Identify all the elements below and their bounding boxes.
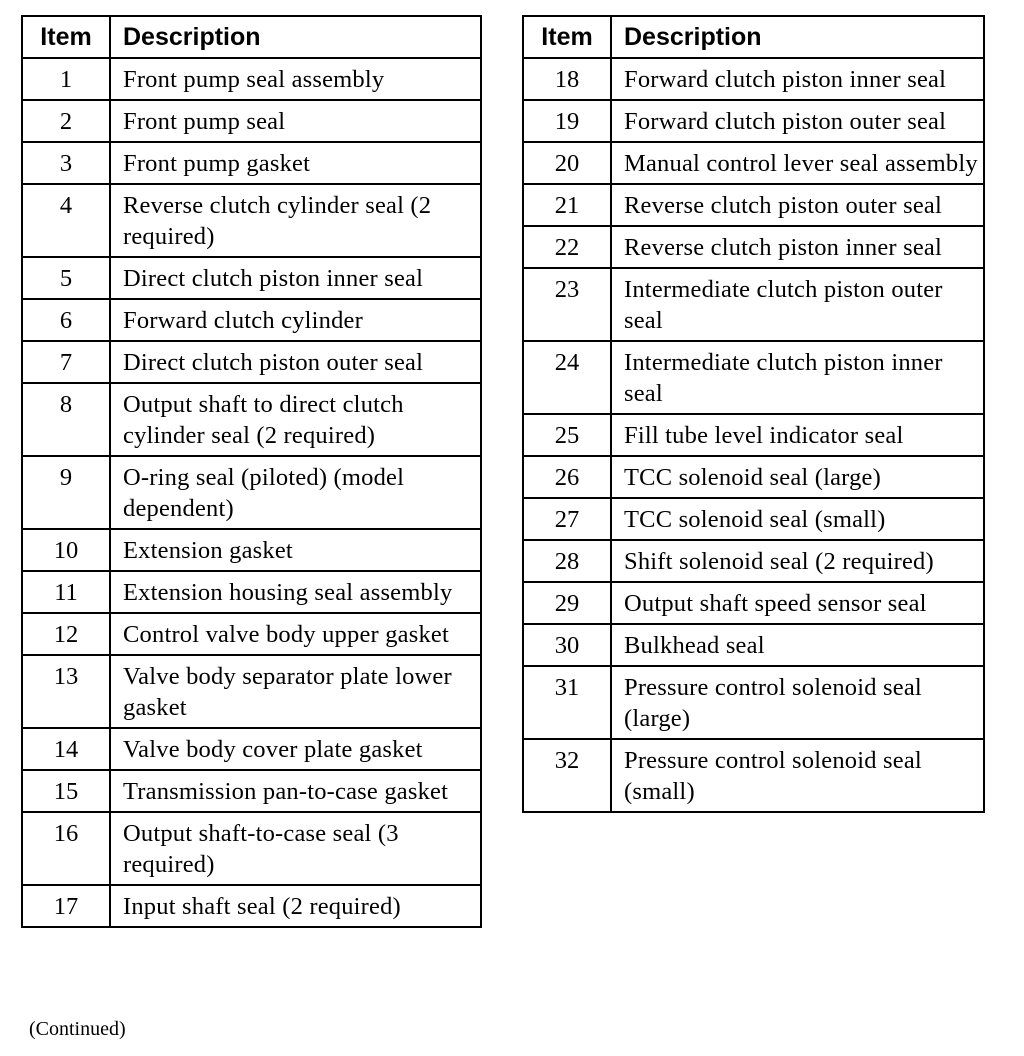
item-number: 10 xyxy=(22,529,110,571)
table-row xyxy=(22,456,481,529)
item-description: Intermediate clutch piston outer seal xyxy=(611,268,984,341)
table-row xyxy=(523,456,984,498)
table-row xyxy=(22,142,481,184)
table-row xyxy=(523,58,984,100)
item-number: 26 xyxy=(523,456,611,498)
description-column-header: Description xyxy=(110,16,481,58)
item-description: Output shaft-to-case seal (3 required) xyxy=(110,812,481,885)
item-number: 19 xyxy=(523,100,611,142)
item-description: Valve body separator plate lower gasket xyxy=(110,655,481,728)
table-row xyxy=(523,142,984,184)
item-description: O-ring seal (piloted) (model dependent) xyxy=(110,456,481,529)
item-number: 14 xyxy=(22,728,110,770)
item-number: 20 xyxy=(523,142,611,184)
item-number: 7 xyxy=(22,341,110,383)
table-row xyxy=(22,58,481,100)
item-number: 22 xyxy=(523,226,611,268)
item-description: Extension gasket xyxy=(110,529,481,571)
item-number: 25 xyxy=(523,414,611,456)
item-number: 3 xyxy=(22,142,110,184)
table-row xyxy=(22,100,481,142)
item-description: Transmission pan-to-case gasket xyxy=(110,770,481,812)
table-body xyxy=(22,58,481,927)
table-row xyxy=(22,299,481,341)
table-header-row xyxy=(22,16,481,58)
table-row xyxy=(22,341,481,383)
item-number: 9 xyxy=(22,456,110,529)
item-number: 27 xyxy=(523,498,611,540)
table-row xyxy=(523,341,984,414)
table-row xyxy=(22,655,481,728)
table-row xyxy=(22,257,481,299)
table-row xyxy=(523,226,984,268)
item-description: Reverse clutch piston inner seal xyxy=(611,226,984,268)
item-number: 16 xyxy=(22,812,110,885)
item-description: Input shaft seal (2 required) xyxy=(110,885,481,927)
item-description: Forward clutch cylinder xyxy=(110,299,481,341)
item-number: 12 xyxy=(22,613,110,655)
item-number: 11 xyxy=(22,571,110,613)
item-description: Output shaft speed sensor seal xyxy=(611,582,984,624)
table-row xyxy=(523,582,984,624)
table-row xyxy=(22,728,481,770)
item-description: Front pump seal assembly xyxy=(110,58,481,100)
table-row xyxy=(523,414,984,456)
table-row xyxy=(22,383,481,456)
table-row xyxy=(523,498,984,540)
item-description: Shift solenoid seal (2 required) xyxy=(611,540,984,582)
description-column-header: Description xyxy=(611,16,984,58)
item-number: 23 xyxy=(523,268,611,341)
table-row xyxy=(22,184,481,257)
item-number: 29 xyxy=(523,582,611,624)
item-description: Front pump gasket xyxy=(110,142,481,184)
table-row xyxy=(22,770,481,812)
item-description: Bulkhead seal xyxy=(611,624,984,666)
item-number: 13 xyxy=(22,655,110,728)
item-description: Direct clutch piston inner seal xyxy=(110,257,481,299)
item-description: TCC solenoid seal (large) xyxy=(611,456,984,498)
item-number: 15 xyxy=(22,770,110,812)
item-description: Intermediate clutch piston inner seal xyxy=(611,341,984,414)
table-row xyxy=(22,885,481,927)
item-column-header: Item xyxy=(523,16,611,58)
table-row xyxy=(22,529,481,571)
table-row xyxy=(523,739,984,812)
item-number: 24 xyxy=(523,341,611,414)
table-body xyxy=(523,58,984,812)
item-number: 32 xyxy=(523,739,611,812)
item-description: Forward clutch piston inner seal xyxy=(611,58,984,100)
table-row xyxy=(22,812,481,885)
item-number: 4 xyxy=(22,184,110,257)
item-number: 2 xyxy=(22,100,110,142)
continued-note: (Continued) xyxy=(29,1018,126,1040)
item-description: Reverse clutch piston outer seal xyxy=(611,184,984,226)
table-row xyxy=(22,571,481,613)
table-row xyxy=(523,184,984,226)
item-number: 1 xyxy=(22,58,110,100)
item-column-header: Item xyxy=(22,16,110,58)
item-description: Forward clutch piston outer seal xyxy=(611,100,984,142)
item-description: Pressure control solenoid seal (large) xyxy=(611,666,984,739)
table-row xyxy=(523,624,984,666)
item-description: Pressure control solenoid seal (small) xyxy=(611,739,984,812)
parts-table-right xyxy=(522,15,985,813)
item-number: 21 xyxy=(523,184,611,226)
item-description: Manual control lever seal assembly xyxy=(611,142,984,184)
parts-table-left xyxy=(21,15,482,928)
table-row xyxy=(523,268,984,341)
item-number: 17 xyxy=(22,885,110,927)
item-number: 31 xyxy=(523,666,611,739)
table-row xyxy=(523,666,984,739)
item-number: 18 xyxy=(523,58,611,100)
item-number: 30 xyxy=(523,624,611,666)
item-description: Front pump seal xyxy=(110,100,481,142)
table-row xyxy=(523,100,984,142)
item-description: Control valve body upper gasket xyxy=(110,613,481,655)
item-description: Fill tube level indicator seal xyxy=(611,414,984,456)
item-description: Direct clutch piston outer seal xyxy=(110,341,481,383)
item-number: 28 xyxy=(523,540,611,582)
table-header-row xyxy=(523,16,984,58)
item-number: 8 xyxy=(22,383,110,456)
item-number: 6 xyxy=(22,299,110,341)
item-number: 5 xyxy=(22,257,110,299)
item-description: Reverse clutch cylinder seal (2 required) xyxy=(110,184,481,257)
item-description: Extension housing seal assembly xyxy=(110,571,481,613)
table-row xyxy=(523,540,984,582)
item-description: Output shaft to direct clutch cylinder seal (2 required) xyxy=(110,383,481,456)
item-description: TCC solenoid seal (small) xyxy=(611,498,984,540)
table-row xyxy=(22,613,481,655)
item-description: Valve body cover plate gasket xyxy=(110,728,481,770)
